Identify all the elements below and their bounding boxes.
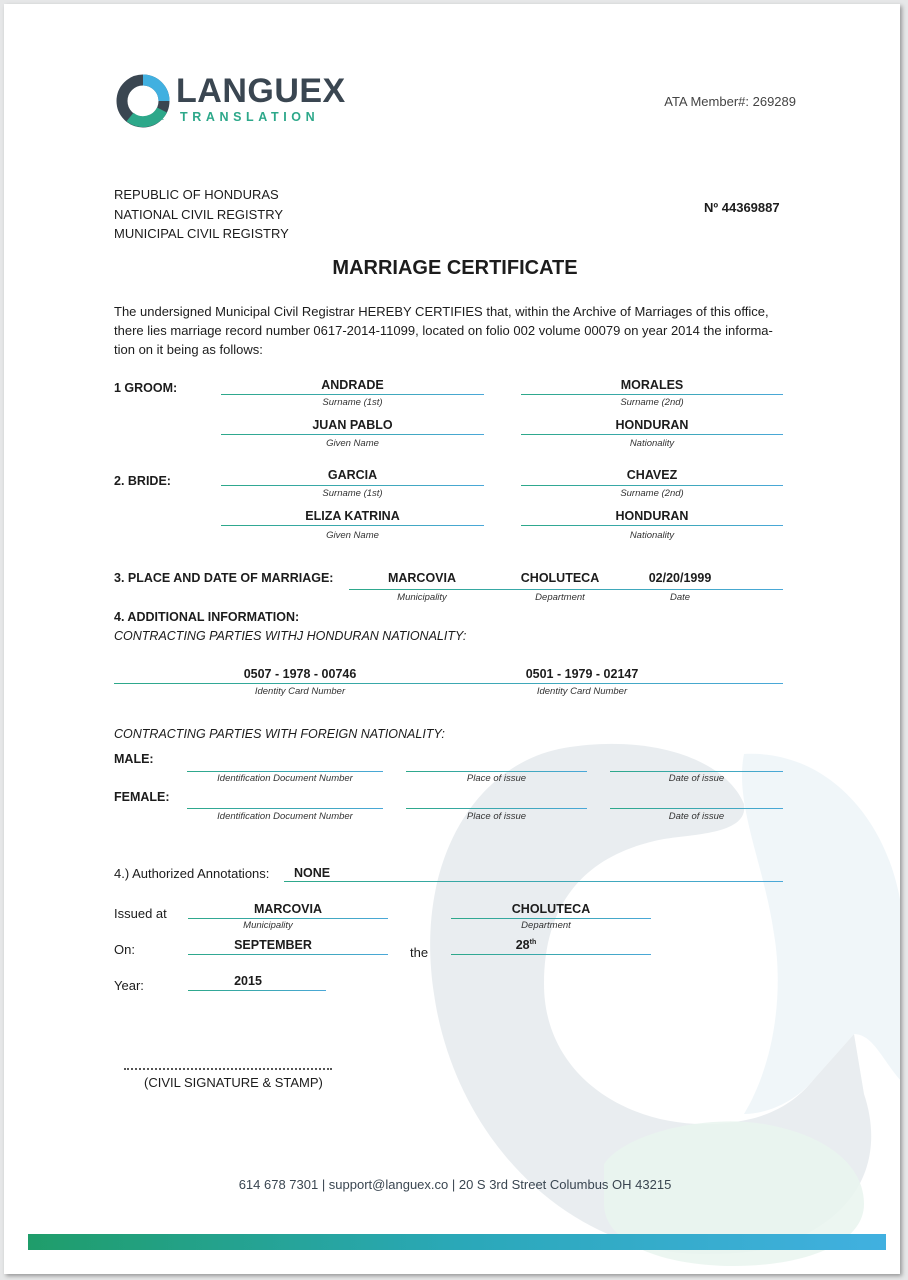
identity-card-line xyxy=(114,683,783,684)
on-label: On: xyxy=(114,942,135,957)
groom-surname-2-line xyxy=(521,394,783,395)
bride-given-name: ELIZA KATRINA xyxy=(305,509,400,523)
issued-day-line xyxy=(451,954,651,955)
groom-surname-2-caption: Surname (2nd) xyxy=(620,397,684,408)
honduran-parties-label: CONTRACTING PARTIES WITHJ HONDURAN NATIONALITY: xyxy=(114,629,467,643)
footer-contact: 614 678 7301 | support@languex.co | 20 S 3rd Street Columbus OH 43215 xyxy=(238,1177,672,1192)
intro-line-1: The undersigned Municipal Civil Registrar HEREBY CERTIFIES that, within the Archive of Marriages of this office, xyxy=(114,304,769,319)
groom-identity-card: 0507 - 1978 - 00746 xyxy=(243,667,357,681)
intro-line-3: tion on it being as follows: xyxy=(114,342,263,357)
foreign-parties-label: CONTRACTING PARTIES WITH FOREIGN NATIONALITY: xyxy=(114,727,445,741)
female-place-line xyxy=(406,808,587,809)
bride-given-name-caption: Given Name xyxy=(326,530,379,541)
bride-surname-2-line xyxy=(521,485,783,486)
marriage-date-caption: Date xyxy=(669,592,691,603)
marriage-date: 02/20/1999 xyxy=(648,571,712,585)
male-doc-caption: Identification Document Number xyxy=(217,773,353,784)
groom-nationality-caption: Nationality xyxy=(629,438,675,449)
the-label: the xyxy=(410,945,429,960)
signature-line xyxy=(124,1068,332,1070)
marriage-department: CHOLUTECA xyxy=(520,571,600,585)
female-date-line xyxy=(610,808,783,809)
intro-line-2: there lies marriage record number 0617-2014-11099, located on folio 002 volume 00079 on year 2014 the informa- xyxy=(114,323,773,338)
issuing-authority xyxy=(114,185,289,244)
bride-given-name-line xyxy=(221,525,484,526)
bride-identity-card: 0501 - 1979 - 02147 xyxy=(525,667,639,681)
marriage-municipality-caption: Municipality xyxy=(397,592,447,603)
ata-member-number: ATA Member#: 269289 xyxy=(664,94,796,109)
issued-month: SEPTEMBER xyxy=(234,938,312,952)
groom-surname-1-caption: Surname (1st) xyxy=(322,397,383,408)
female-doc-line xyxy=(187,808,383,809)
bride-identity-card-caption: Identity Card Number xyxy=(536,686,628,697)
issued-year: 2015 xyxy=(234,974,262,988)
issued-department: CHOLUTECA xyxy=(511,902,591,916)
groom-nationality-line xyxy=(521,434,783,435)
issued-month-line xyxy=(188,954,388,955)
header-line-1: REPUBLIC OF HONDURAS xyxy=(114,187,279,202)
issued-municipality-caption: Municipality xyxy=(243,920,293,931)
issued-day xyxy=(451,938,601,952)
bride-surname-2: CHAVEZ xyxy=(626,468,678,482)
groom-surname-1-line xyxy=(221,394,484,395)
bride-surname-1: GARCIA xyxy=(327,468,378,482)
logo-tagline: TRANSLATION xyxy=(180,110,320,124)
marriage-municipality: MARCOVIA xyxy=(387,571,457,585)
place-date-label: 3. PLACE AND DATE OF MARRIAGE: xyxy=(114,571,334,585)
issued-day-number: 28 xyxy=(515,938,530,952)
signature-caption: (CIVIL SIGNATURE & STAMP) xyxy=(144,1075,323,1090)
issued-department-line xyxy=(451,918,651,919)
annotations-value: NONE xyxy=(294,866,331,880)
male-doc-line xyxy=(187,771,383,772)
groom-label: 1 GROOM: xyxy=(114,381,178,395)
year-label: Year: xyxy=(114,978,144,993)
bride-nationality-caption: Nationality xyxy=(629,530,675,541)
header-line-2: NATIONAL CIVIL REGISTRY xyxy=(114,206,284,222)
groom-surname-1: ANDRADE xyxy=(321,378,384,392)
groom-given-name-line xyxy=(221,434,484,435)
issued-at-label: Issued at xyxy=(114,906,167,921)
issued-day-suffix: th xyxy=(529,938,537,946)
certificate-number: Nº 44369887 xyxy=(704,200,780,215)
footer-color-bar xyxy=(28,1234,886,1250)
female-label: FEMALE: xyxy=(114,790,170,804)
intro-paragraph xyxy=(114,302,786,359)
female-doc-caption: Identification Document Number xyxy=(217,811,353,822)
logo-wordmark: LANGUEX xyxy=(176,72,346,110)
issued-department-caption: Department xyxy=(521,920,571,931)
bride-label: 2. BRIDE: xyxy=(114,474,171,488)
female-date-caption: Date of issue xyxy=(668,811,725,822)
male-date-caption: Date of issue xyxy=(668,773,725,784)
male-label: MALE: xyxy=(114,752,154,766)
marriage-department-caption: Department xyxy=(535,592,585,603)
bride-surname-2-caption: Surname (2nd) xyxy=(620,488,684,499)
female-place-caption: Place of issue xyxy=(466,811,527,822)
additional-info-label: 4. ADDITIONAL INFORMATION: xyxy=(114,610,300,624)
male-place-line xyxy=(406,771,587,772)
bride-nationality-line xyxy=(521,525,783,526)
bride-surname-1-line xyxy=(221,485,484,486)
bride-surname-1-caption: Surname (1st) xyxy=(322,488,383,499)
groom-surname-2: MORALES xyxy=(620,378,684,392)
bride-nationality: HONDURAN xyxy=(615,509,689,523)
male-date-line xyxy=(610,771,783,772)
male-place-caption: Place of issue xyxy=(466,773,527,784)
place-date-line xyxy=(349,589,783,590)
header-line-3: MUNICIPAL CIVIL REGISTRY xyxy=(114,226,289,241)
languex-logo-icon xyxy=(116,72,172,130)
groom-given-name: JUAN PABLO xyxy=(312,418,393,432)
issued-year-line xyxy=(188,990,326,991)
document-title: MARRIAGE CERTIFICATE xyxy=(332,257,578,279)
groom-nationality: HONDURAN xyxy=(615,418,689,432)
annotations-line xyxy=(284,881,783,882)
groom-given-name-caption: Given Name xyxy=(326,438,379,449)
certificate-page xyxy=(4,4,900,1274)
issued-municipality: MARCOVIA xyxy=(253,902,323,916)
groom-identity-card-caption: Identity Card Number xyxy=(254,686,346,697)
issued-municipality-line xyxy=(188,918,388,919)
annotations-label: 4.) Authorized Annotations: xyxy=(114,866,270,881)
